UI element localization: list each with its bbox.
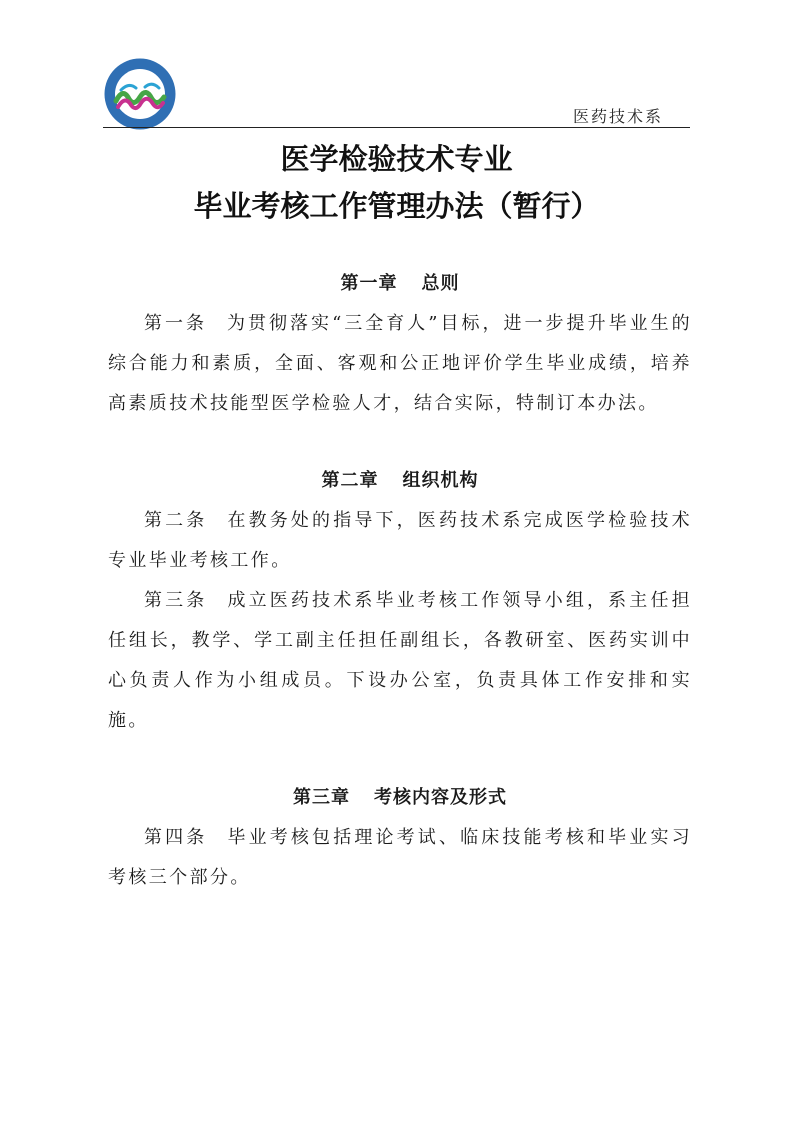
- article-text: 毕业考核包括理论考试、临床技能考核和毕业实习考核三个部分。: [108, 827, 692, 888]
- article-number: 第二条: [144, 510, 208, 531]
- header-rule: [103, 127, 690, 128]
- chapter-heading: [108, 778, 692, 818]
- article-paragraph: [108, 818, 692, 898]
- article-paragraph: [108, 501, 692, 581]
- article-text: 在教务处的指导下，医药技术系完成医学检验技术专业毕业考核工作。: [108, 510, 692, 571]
- document-title-line-2: 毕业考核工作管理办法（暂行）: [193, 189, 600, 223]
- chapter-name: 总则: [421, 273, 460, 294]
- document-body: [108, 264, 692, 898]
- chapter-number: 第二章: [321, 470, 379, 491]
- chapter-name: 组织机构: [402, 470, 479, 491]
- chapter-number: 第三章: [293, 787, 350, 808]
- chapter-name: 考核内容及形式: [374, 787, 507, 808]
- article-number: 第四条: [144, 827, 208, 848]
- chapter-number: 第一章: [340, 273, 398, 294]
- article-number: 第一条: [144, 313, 208, 334]
- document-title-line-1: 医学检验技术专业: [280, 142, 513, 176]
- article-text: 为贯彻落实“三全育人”目标，进一步提升毕业生的综合能力和素质，全面、客观和公正地评价学生毕业成绩，培养高素质技术技能型医学检验人才，结合实际，特制订本办法。: [108, 313, 692, 414]
- article-text: 成立医药技术系毕业考核工作领导小组，系主任担任组长，教学、学工副主任担任副组长，各教研室、医药实训中心负责人作为小组成员。下设办公室，负责具体工作安排和实施。: [108, 590, 692, 731]
- article-number: 第三条: [144, 590, 208, 611]
- chapter-heading: [108, 264, 692, 304]
- department-name: 医药技术系: [572, 107, 663, 126]
- article-paragraph: [108, 581, 692, 741]
- article-paragraph: [108, 304, 692, 424]
- school-emblem-icon: [103, 57, 177, 131]
- chapter-heading: [108, 461, 692, 501]
